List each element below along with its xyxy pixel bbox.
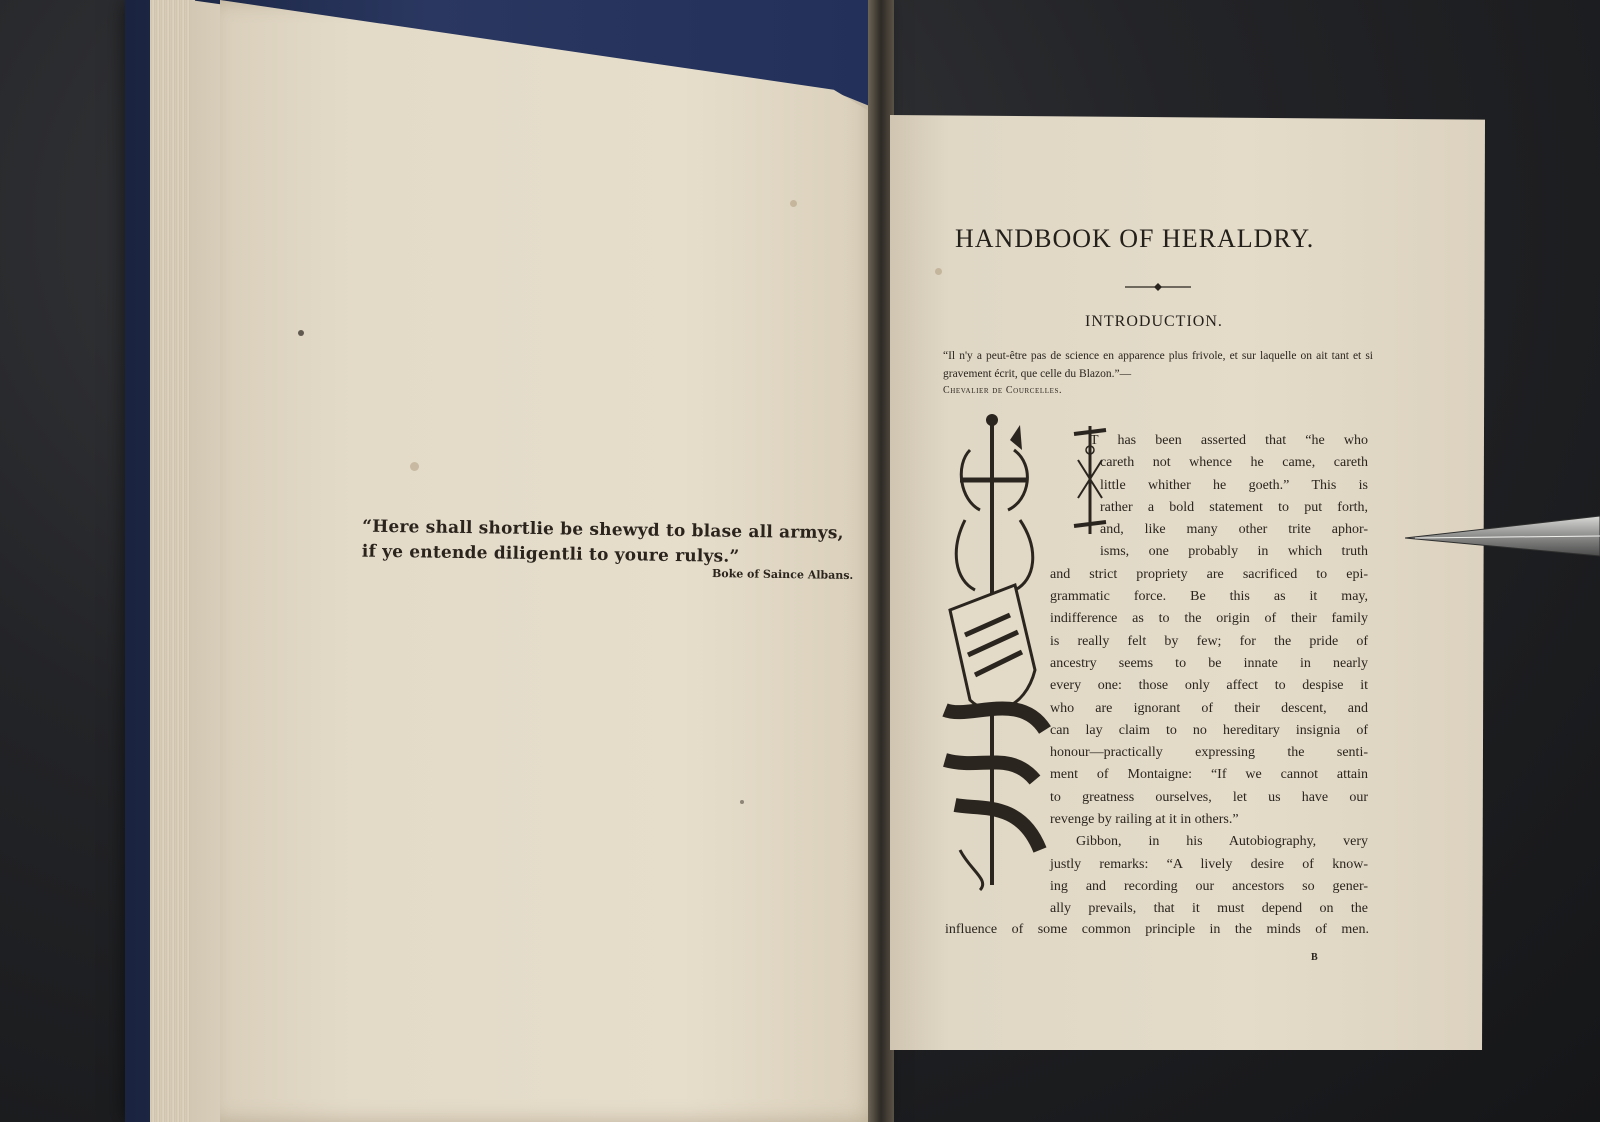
ink-spot (298, 330, 304, 336)
body-line: and strict propriety are sacrificed to epi- (1050, 566, 1368, 582)
body-line: Gibbon, in his Autobiography, very (1076, 834, 1368, 850)
body-line: T has been asserted that “he who (1090, 433, 1368, 448)
body-line: revenge by railing at it in others.” (1050, 812, 1239, 828)
body-line: careth not whence he came, careth (1100, 455, 1368, 471)
body-line: little whither he goeth.” This is (1100, 477, 1368, 493)
body-last-line: influence of some common principle in the minds of men. (945, 922, 1369, 937)
epigraph-quote: “Il n'y a peut-être pas de science en apparence plus frivole, et sur laquelle on ait tant et si gravement écrit, que celle du Blazon.”— (943, 350, 1373, 380)
foxing-spot (790, 200, 797, 207)
title-ornament-rule (1125, 280, 1191, 294)
section-heading: INTRODUCTION. (1085, 313, 1223, 330)
epigraph-author: Chevalier de Courcelles. (943, 385, 1063, 396)
page-edges (150, 0, 195, 1122)
body-line: is really felt by few; for the pride of (1050, 633, 1368, 649)
body-line: every one: those only affect to despise it (1050, 678, 1368, 694)
body-line: rather a bold statement to put forth, (1100, 499, 1368, 515)
body-line: can lay claim to no hereditary insignia of (1050, 722, 1368, 738)
body-line: and, like many other trite aphor- (1100, 522, 1368, 538)
body-line: justly remarks: “A lively desire of know- (1050, 856, 1368, 872)
foxing-spot (740, 800, 744, 804)
book-title: HANDBOOK OF HERALDRY. (955, 224, 1315, 253)
heraldic-sword-shield-illustration (940, 410, 1052, 898)
body-line: who are ignorant of their descent, and (1050, 700, 1368, 716)
body-line: to greatness ourselves, let us have our (1050, 789, 1368, 805)
body-line: honour—practically expressing the senti- (1050, 745, 1368, 761)
left-page-quote-attribution: Boke of Saince Albans. (711, 567, 854, 582)
body-line: grammatic force. Be this as it may, (1050, 589, 1368, 605)
body-line: ancestry seems to be innate in nearly (1050, 655, 1368, 671)
signature-mark: B (1311, 952, 1318, 963)
knife-blade (1405, 512, 1600, 562)
body-line: ment of Montaigne: “If we cannot attain (1050, 767, 1368, 783)
foxing-spot (410, 462, 419, 471)
body-line: ing and recording our ancestors so gener- (1050, 878, 1368, 894)
body-line: indifference as to the origin of their family (1050, 611, 1368, 627)
foxing-spot (935, 268, 942, 275)
body-text (1050, 430, 1368, 921)
body-line: isms, one probably in which truth (1100, 544, 1368, 560)
left-page-quote: “Here shall shortlie be shewyd to blase all armys, if ye entende diligentli to youre rulys.” (361, 516, 844, 567)
body-line: ally prevails, that it must depend on the (1050, 901, 1368, 917)
